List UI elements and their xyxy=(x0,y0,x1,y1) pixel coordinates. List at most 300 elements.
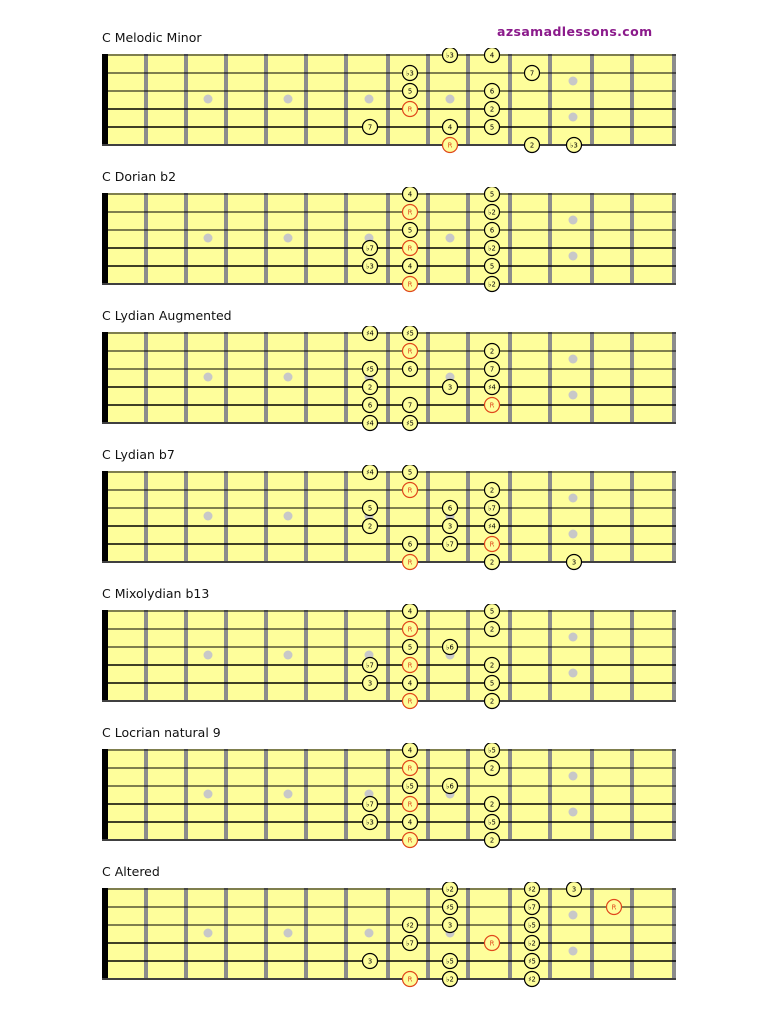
scale-note xyxy=(363,259,378,274)
fret-wire xyxy=(144,749,148,839)
scale-note xyxy=(485,223,500,238)
scale-note xyxy=(403,918,418,933)
scale-note xyxy=(485,676,500,691)
fret-wire xyxy=(184,471,188,561)
scale-note xyxy=(443,640,458,655)
fret-inlay xyxy=(365,95,374,104)
fretboard xyxy=(0,465,768,585)
scale-note xyxy=(485,622,500,637)
fret-wire xyxy=(548,749,552,839)
fret-wire xyxy=(264,888,268,978)
note-label: 3 xyxy=(447,522,453,531)
scale-note xyxy=(443,954,458,969)
fret-wire xyxy=(590,332,594,422)
note-label: 2 xyxy=(367,383,373,392)
fret-wire xyxy=(144,471,148,561)
fret-wire xyxy=(264,610,268,700)
note-label: ♯4 xyxy=(488,522,496,531)
note-label: ♭5 xyxy=(446,957,454,966)
fret-wire xyxy=(508,888,512,978)
scale-note xyxy=(403,416,418,431)
fret-wire xyxy=(630,332,634,422)
scale-note xyxy=(485,604,500,619)
fret-wire xyxy=(630,193,634,283)
fret-inlay xyxy=(284,512,293,521)
scale-note xyxy=(485,380,500,395)
scale-note xyxy=(443,501,458,516)
scale-note xyxy=(363,501,378,516)
note-label: 5 xyxy=(407,643,413,652)
fret-wire xyxy=(144,54,148,144)
note-label: 5 xyxy=(367,504,373,513)
note-label: ♭7 xyxy=(366,244,374,253)
scale-note xyxy=(403,187,418,202)
scale-note xyxy=(485,48,500,63)
note-label: R xyxy=(407,486,413,495)
scale-note xyxy=(403,223,418,238)
scale-diagram xyxy=(0,586,768,726)
fret-wire xyxy=(224,749,228,839)
scale-note xyxy=(363,954,378,969)
fret-wire xyxy=(304,888,308,978)
fret-wire xyxy=(466,193,470,283)
fret-wire xyxy=(264,471,268,561)
note-label: 4 xyxy=(407,818,413,827)
scale-note xyxy=(485,344,500,359)
scale-note xyxy=(403,537,418,552)
fret-wire xyxy=(508,54,512,144)
note-label: 4 xyxy=(407,746,413,755)
fret-inlay xyxy=(284,651,293,660)
root-note xyxy=(403,205,418,220)
note-label: 5 xyxy=(489,190,495,199)
scale-note xyxy=(443,779,458,794)
scale-note xyxy=(485,761,500,776)
note-label: 2 xyxy=(529,141,535,150)
note-label: ♯5 xyxy=(366,365,374,374)
fret-wire xyxy=(548,610,552,700)
fret-inlay xyxy=(569,252,578,261)
fret-inlay xyxy=(569,530,578,539)
fret-wire xyxy=(466,471,470,561)
note-label: ♭7 xyxy=(366,661,374,670)
fret-wire xyxy=(672,610,676,700)
scale-note xyxy=(485,743,500,758)
scale-note xyxy=(363,398,378,413)
note-label: ♭5 xyxy=(488,818,496,827)
fret-wire xyxy=(184,193,188,283)
scale-note xyxy=(525,954,540,969)
fret-wire xyxy=(630,749,634,839)
note-label: R xyxy=(447,141,453,150)
note-label: 5 xyxy=(407,87,413,96)
scale-note xyxy=(363,676,378,691)
root-note xyxy=(403,102,418,117)
note-label: ♭7 xyxy=(488,504,496,513)
fret-wire xyxy=(184,54,188,144)
nut xyxy=(102,193,108,283)
fret-wire xyxy=(508,749,512,839)
scale-diagram xyxy=(0,725,768,865)
fret-wire xyxy=(304,193,308,283)
scale-note xyxy=(403,66,418,81)
note-label: 2 xyxy=(489,661,495,670)
scale-note xyxy=(443,380,458,395)
fret-wire xyxy=(264,54,268,144)
note-label: 3 xyxy=(447,921,453,930)
fret-wire xyxy=(224,610,228,700)
scale-note xyxy=(403,362,418,377)
note-label: 3 xyxy=(447,383,453,392)
note-label: R xyxy=(407,836,413,845)
fret-wire xyxy=(672,888,676,978)
fret-wire xyxy=(466,54,470,144)
scale-title: C Lydian Augmented xyxy=(102,308,232,323)
scale-note xyxy=(525,882,540,897)
scale-note xyxy=(485,483,500,498)
scale-note xyxy=(363,797,378,812)
fret-inlay xyxy=(204,234,213,243)
fretboard xyxy=(0,882,768,1002)
fret-wire xyxy=(672,471,676,561)
scale-note xyxy=(485,84,500,99)
scale-note xyxy=(525,918,540,933)
scale-note xyxy=(363,658,378,673)
note-label: 6 xyxy=(407,540,413,549)
scale-note xyxy=(403,465,418,480)
fret-wire xyxy=(548,471,552,561)
root-note xyxy=(403,658,418,673)
note-label: 6 xyxy=(447,504,453,513)
scale-diagram xyxy=(0,447,768,587)
note-label: 2 xyxy=(489,800,495,809)
scale-note xyxy=(567,555,582,570)
note-label: ♭7 xyxy=(528,903,536,912)
fret-wire xyxy=(344,888,348,978)
note-label: 3 xyxy=(367,957,373,966)
scale-note xyxy=(403,743,418,758)
fret-inlay xyxy=(446,95,455,104)
fret-wire xyxy=(144,888,148,978)
fret-inlay xyxy=(284,95,293,104)
note-label: 2 xyxy=(489,625,495,634)
fret-wire xyxy=(426,610,430,700)
site-link[interactable]: azsamadlessons.com xyxy=(497,24,653,39)
note-label: R xyxy=(407,764,413,773)
root-note xyxy=(403,241,418,256)
fret-inlay xyxy=(204,929,213,938)
note-label: ♭7 xyxy=(406,939,414,948)
fret-wire xyxy=(304,332,308,422)
fret-inlay xyxy=(569,77,578,86)
nut xyxy=(102,749,108,839)
fret-wire xyxy=(590,749,594,839)
fret-wire xyxy=(672,749,676,839)
fret-inlay xyxy=(569,355,578,364)
note-label: 6 xyxy=(489,87,495,96)
fret-wire xyxy=(426,888,430,978)
note-label: ♯2 xyxy=(528,975,536,984)
fret-wire xyxy=(508,610,512,700)
scale-note xyxy=(567,138,582,153)
note-label: ♭5 xyxy=(406,782,414,791)
fret-wire xyxy=(386,193,390,283)
fret-inlay xyxy=(284,790,293,799)
note-label: ♭7 xyxy=(446,540,454,549)
note-label: 7 xyxy=(529,69,535,78)
nut xyxy=(102,332,108,422)
note-label: 6 xyxy=(489,226,495,235)
scale-note xyxy=(363,380,378,395)
scale-note xyxy=(485,241,500,256)
fret-wire xyxy=(630,54,634,144)
note-label: ♯4 xyxy=(366,329,374,338)
scale-note xyxy=(485,187,500,202)
scale-note xyxy=(363,416,378,431)
root-note xyxy=(403,555,418,570)
fret-wire xyxy=(184,749,188,839)
fret-inlay xyxy=(569,911,578,920)
scale-note xyxy=(525,900,540,915)
scale-note xyxy=(485,658,500,673)
scale-title: C Melodic Minor xyxy=(102,30,202,45)
fret-wire xyxy=(224,888,228,978)
fret-wire xyxy=(264,749,268,839)
scale-note xyxy=(443,537,458,552)
scale-note xyxy=(525,66,540,81)
note-label: ♯5 xyxy=(406,329,414,338)
fret-wire xyxy=(304,471,308,561)
scale-note xyxy=(403,604,418,619)
fret-wire xyxy=(224,332,228,422)
note-label: ♯2 xyxy=(528,885,536,894)
root-note xyxy=(403,277,418,292)
scale-note xyxy=(403,815,418,830)
fretboard xyxy=(0,326,768,446)
fret-wire xyxy=(630,610,634,700)
fret-wire xyxy=(548,332,552,422)
note-label: R xyxy=(407,208,413,217)
fret-inlay xyxy=(569,113,578,122)
scale-note xyxy=(485,833,500,848)
fret-wire xyxy=(224,193,228,283)
fret-wire xyxy=(466,610,470,700)
note-label: R xyxy=(407,558,413,567)
fret-wire xyxy=(630,471,634,561)
note-label: 5 xyxy=(407,226,413,235)
scale-note xyxy=(403,936,418,951)
fret-inlay xyxy=(204,790,213,799)
note-label: ♭2 xyxy=(488,244,496,253)
note-label: ♭3 xyxy=(570,141,578,150)
note-label: 4 xyxy=(407,262,413,271)
scale-note xyxy=(403,398,418,413)
fret-wire xyxy=(264,332,268,422)
nut xyxy=(102,888,108,978)
fretboard xyxy=(0,743,768,863)
scale-title: C Lydian b7 xyxy=(102,447,175,462)
fret-wire xyxy=(386,54,390,144)
fret-wire xyxy=(426,332,430,422)
fret-wire xyxy=(386,471,390,561)
note-label: ♯5 xyxy=(406,419,414,428)
root-note xyxy=(403,622,418,637)
scale-note xyxy=(443,120,458,135)
scale-note xyxy=(567,882,582,897)
fret-wire xyxy=(344,610,348,700)
fret-wire xyxy=(466,332,470,422)
scale-note xyxy=(525,972,540,987)
root-note xyxy=(485,936,500,951)
fret-inlay xyxy=(284,373,293,382)
fret-wire xyxy=(590,610,594,700)
scale-title: C Dorian b2 xyxy=(102,169,177,184)
fret-wire xyxy=(548,888,552,978)
fret-wire xyxy=(548,54,552,144)
scale-note xyxy=(443,882,458,897)
note-label: 3 xyxy=(571,885,577,894)
scale-note xyxy=(485,205,500,220)
fret-wire xyxy=(386,332,390,422)
note-label: ♭6 xyxy=(446,782,454,791)
note-label: ♯5 xyxy=(528,957,536,966)
note-label: 2 xyxy=(489,347,495,356)
scale-note xyxy=(443,972,458,987)
note-label: 7 xyxy=(489,365,495,374)
scale-note xyxy=(443,900,458,915)
note-label: 2 xyxy=(489,105,495,114)
fret-inlay xyxy=(284,234,293,243)
note-label: R xyxy=(407,800,413,809)
scale-note xyxy=(485,555,500,570)
note-label: 5 xyxy=(489,607,495,616)
note-label: R xyxy=(407,625,413,634)
scale-note xyxy=(363,465,378,480)
fret-wire xyxy=(344,749,348,839)
fret-wire xyxy=(590,471,594,561)
fret-inlay xyxy=(569,808,578,817)
fret-wire xyxy=(508,193,512,283)
note-label: ♭3 xyxy=(366,818,374,827)
note-label: ♭2 xyxy=(528,939,536,948)
note-label: 6 xyxy=(367,401,373,410)
fret-inlay xyxy=(569,669,578,678)
fret-wire xyxy=(144,193,148,283)
scale-note xyxy=(485,362,500,377)
note-label: ♭2 xyxy=(446,975,454,984)
fret-wire xyxy=(672,332,676,422)
note-label: R xyxy=(489,401,495,410)
fret-wire xyxy=(386,888,390,978)
fret-wire xyxy=(630,888,634,978)
scale-title: C Mixolydian b13 xyxy=(102,586,210,601)
fret-inlay xyxy=(569,216,578,225)
fret-wire xyxy=(344,193,348,283)
fret-wire xyxy=(144,610,148,700)
fret-inlay xyxy=(569,494,578,503)
note-label: ♭5 xyxy=(528,921,536,930)
root-note xyxy=(403,483,418,498)
note-label: 3 xyxy=(367,679,373,688)
scale-note xyxy=(485,519,500,534)
note-label: 7 xyxy=(407,401,413,410)
nut xyxy=(102,610,108,700)
note-label: R xyxy=(407,280,413,289)
fret-wire xyxy=(304,749,308,839)
fret-wire xyxy=(426,193,430,283)
scale-title: C Locrian natural 9 xyxy=(102,725,221,740)
fret-wire xyxy=(144,332,148,422)
note-label: 2 xyxy=(489,764,495,773)
fret-wire xyxy=(508,471,512,561)
note-label: ♯4 xyxy=(488,383,496,392)
root-note xyxy=(403,833,418,848)
scale-note xyxy=(403,259,418,274)
scale-note xyxy=(403,84,418,99)
note-label: R xyxy=(407,244,413,253)
note-label: 2 xyxy=(489,486,495,495)
fret-wire xyxy=(304,54,308,144)
note-label: 5 xyxy=(407,468,413,477)
scale-note xyxy=(363,519,378,534)
scale-note xyxy=(485,102,500,117)
scale-note xyxy=(485,259,500,274)
fretboard xyxy=(0,187,768,307)
root-note xyxy=(485,398,500,413)
nut xyxy=(102,54,108,144)
note-label: ♭3 xyxy=(366,262,374,271)
fret-inlay xyxy=(569,947,578,956)
root-note xyxy=(485,537,500,552)
scale-note xyxy=(363,815,378,830)
fret-inlay xyxy=(284,929,293,938)
fret-wire xyxy=(224,471,228,561)
fret-wire xyxy=(672,54,676,144)
fret-inlay xyxy=(204,512,213,521)
scale-note xyxy=(363,241,378,256)
fret-wire xyxy=(344,54,348,144)
note-label: ♯4 xyxy=(366,468,374,477)
note-label: ♭2 xyxy=(488,208,496,217)
note-label: R xyxy=(407,697,413,706)
fret-wire xyxy=(344,332,348,422)
fret-inlay xyxy=(569,772,578,781)
scale-note xyxy=(403,640,418,655)
fret-wire xyxy=(224,54,228,144)
note-label: R xyxy=(407,105,413,114)
root-note xyxy=(403,797,418,812)
scale-title: C Altered xyxy=(102,864,160,879)
root-note xyxy=(403,761,418,776)
fret-inlay xyxy=(569,391,578,400)
fret-inlay xyxy=(204,95,213,104)
fret-inlay xyxy=(204,651,213,660)
scale-diagram xyxy=(0,169,768,309)
scale-note xyxy=(485,797,500,812)
scale-note xyxy=(525,936,540,951)
fret-wire xyxy=(386,610,390,700)
note-label: 2 xyxy=(489,836,495,845)
note-label: 2 xyxy=(367,522,373,531)
fret-inlay xyxy=(569,633,578,642)
scale-note xyxy=(443,519,458,534)
root-note xyxy=(607,900,622,915)
scale-note xyxy=(363,120,378,135)
fret-wire xyxy=(264,193,268,283)
note-label: ♭2 xyxy=(446,885,454,894)
note-label: ♯2 xyxy=(406,921,414,930)
note-label: 4 xyxy=(489,51,495,60)
